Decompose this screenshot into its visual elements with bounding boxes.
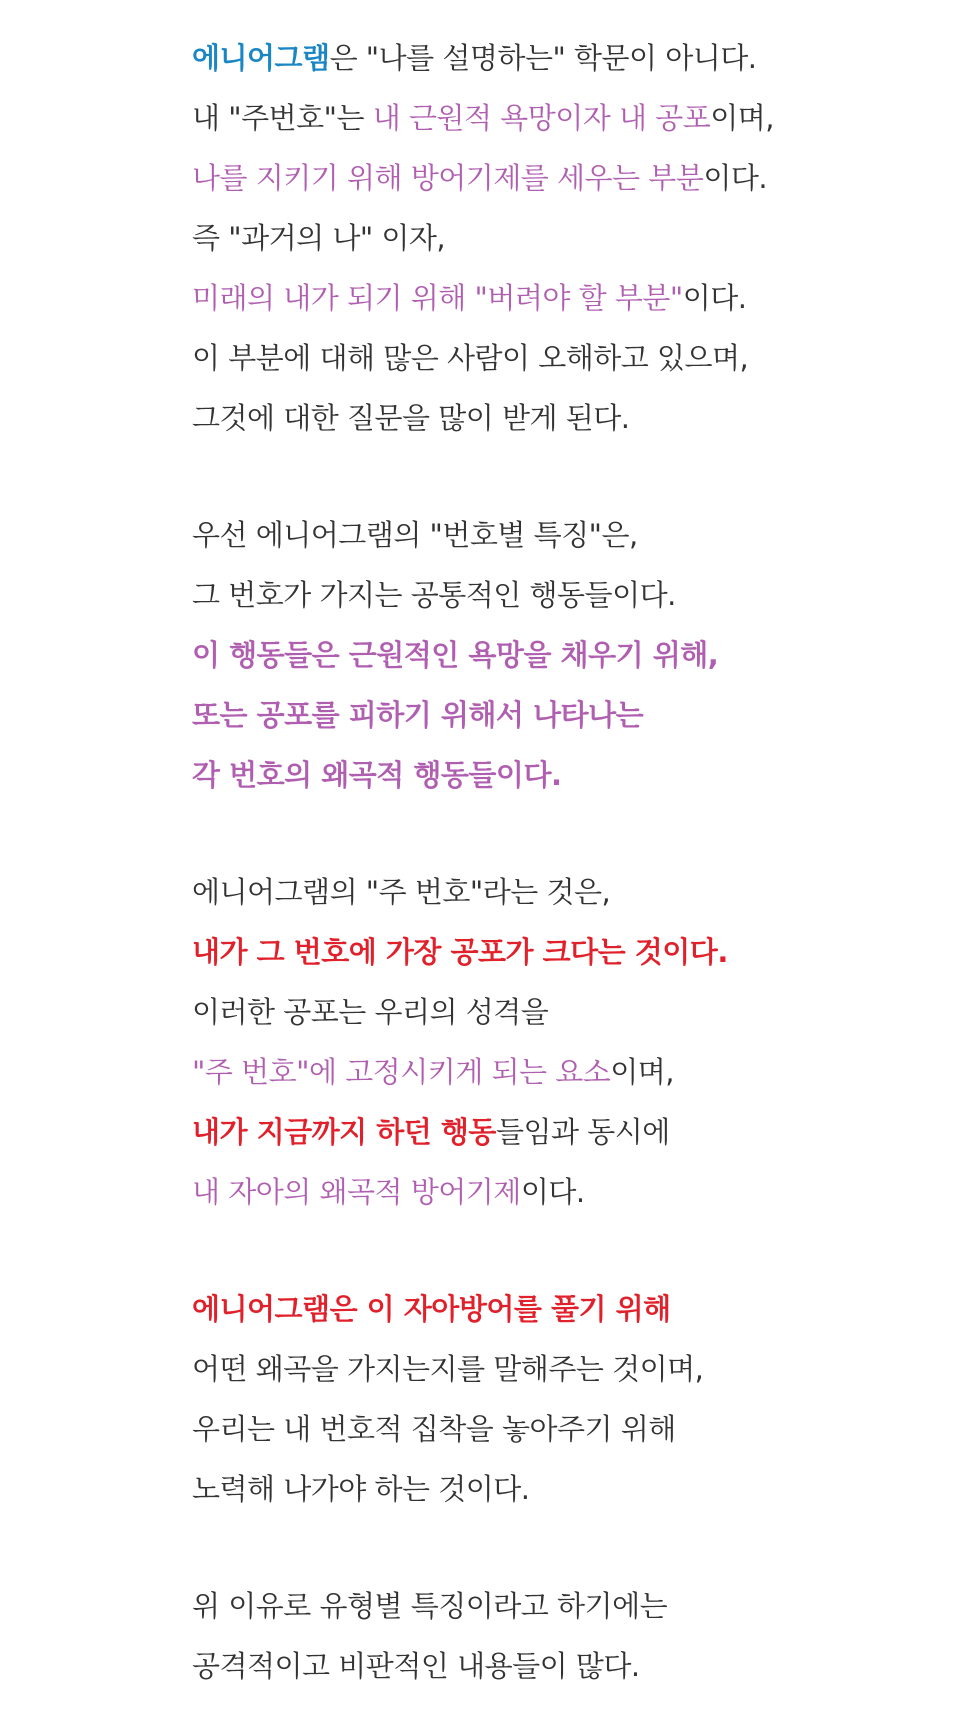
paragraph-gap xyxy=(192,1222,952,1279)
text-segment: 이며, xyxy=(610,1055,674,1089)
text-line xyxy=(192,505,952,565)
text-segment: 이며, xyxy=(710,101,774,135)
text-segment: 우리는 내 번호적 집착을 놓아주기 위해 xyxy=(192,1412,676,1446)
highlight-red: 내가 그 번호에 가장 공포가 크다는 것이다. xyxy=(192,935,728,969)
text-line xyxy=(192,148,952,208)
text-segment: 이다. xyxy=(520,1175,585,1209)
text-segment: 내 "주번호"는 xyxy=(192,101,373,135)
text-line xyxy=(192,685,952,745)
text-segment: 즉 "과거의 나" 이자, xyxy=(192,221,446,255)
paragraph-5 xyxy=(192,1576,952,1696)
text-line xyxy=(192,388,952,448)
text-line xyxy=(192,328,952,388)
text-line xyxy=(192,1576,952,1636)
highlight-purple-bold: 각 번호의 왜곡적 행동들이다. xyxy=(192,758,562,792)
text-segment: 그 번호가 가지는 공통적인 행동들이다. xyxy=(192,578,676,612)
text-line xyxy=(192,1459,952,1519)
text-line xyxy=(192,625,952,685)
highlight-purple: 내 근원적 욕망이자 내 공포 xyxy=(372,101,711,135)
text-line xyxy=(192,208,952,268)
highlight-purple: "주 번호"에 고정시키게 되는 요소 xyxy=(192,1055,611,1089)
paragraph-2 xyxy=(192,505,952,805)
text-segment: 이다. xyxy=(703,161,768,195)
text-line xyxy=(192,922,952,982)
text-segment: 이다. xyxy=(682,281,747,315)
text-line xyxy=(192,982,952,1042)
text-segment: 노력해 나가야 하는 것이다. xyxy=(192,1472,530,1506)
highlight-purple-bold: 또는 공포를 피하기 위해서 나타나는 xyxy=(192,698,644,732)
text-line xyxy=(192,268,952,328)
text-line xyxy=(192,745,952,805)
paragraph-gap xyxy=(192,1519,952,1576)
text-line xyxy=(192,565,952,625)
highlight-purple: 내 자아의 왜곡적 방어기제 xyxy=(192,1175,521,1209)
paragraph-3 xyxy=(192,862,952,1222)
text-line xyxy=(192,1042,952,1102)
highlight-red: 에니어그램은 이 자아방어를 풀기 위해 xyxy=(192,1292,671,1326)
text-line xyxy=(192,862,952,922)
text-line xyxy=(192,1339,952,1399)
highlight-red: 내가 지금까지 하던 행동 xyxy=(192,1115,496,1149)
text-line xyxy=(192,1399,952,1459)
text-segment: 들임과 동시에 xyxy=(495,1115,670,1149)
text-line xyxy=(192,1102,952,1162)
text-line xyxy=(192,1636,952,1696)
text-segment: 이 부분에 대해 많은 사람이 오해하고 있으며, xyxy=(192,341,749,375)
highlight-blue: 에니어그램 xyxy=(192,41,330,75)
paragraph-1 xyxy=(192,28,952,448)
text-segment: 위 이유로 유형별 특징이라고 하기에는 xyxy=(192,1589,668,1623)
highlight-purple: 미래의 내가 되기 위해 "버려야 할 부분" xyxy=(192,281,683,315)
text-segment: 그것에 대한 질문을 많이 받게 된다. xyxy=(192,401,630,435)
text-segment: 공격적이고 비판적인 내용들이 많다. xyxy=(192,1649,640,1683)
paragraph-gap xyxy=(192,448,952,505)
highlight-purple-bold: 이 행동들은 근원적인 욕망을 채우기 위해, xyxy=(192,638,719,672)
paragraph-gap xyxy=(192,805,952,862)
highlight-purple: 나를 지키기 위해 방어기제를 세우는 부분 xyxy=(192,161,704,195)
text-line xyxy=(192,28,952,88)
text-segment: 은 "나를 설명하는" 학문이 아니다. xyxy=(329,41,757,75)
text-line xyxy=(192,1162,952,1222)
text-segment: 우선 에니어그램의 "번호별 특징"은, xyxy=(192,518,638,552)
text-line xyxy=(192,88,952,148)
text-segment: 어떤 왜곡을 가지는지를 말해주는 것이며, xyxy=(192,1352,704,1386)
paragraph-4 xyxy=(192,1279,952,1519)
article-body xyxy=(192,28,952,1696)
text-segment: 에니어그램의 "주 번호"라는 것은, xyxy=(192,875,611,909)
text-line xyxy=(192,1279,952,1339)
text-segment: 이러한 공포는 우리의 성격을 xyxy=(192,995,549,1029)
